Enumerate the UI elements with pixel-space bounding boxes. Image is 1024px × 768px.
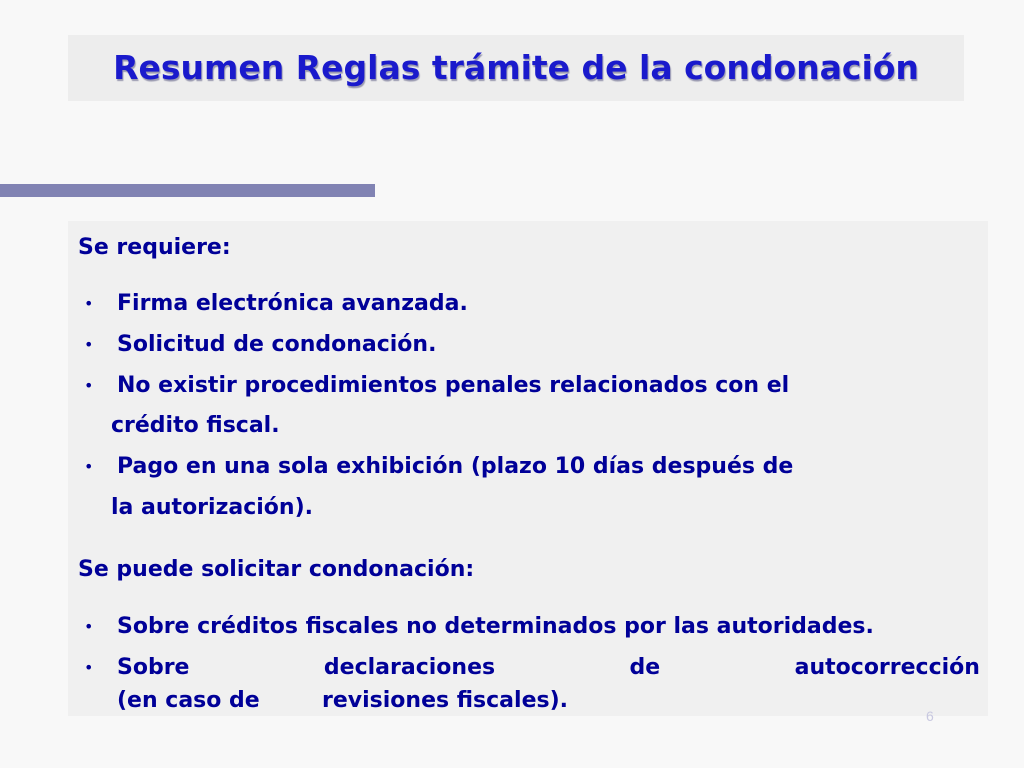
list-item-declaraciones-cont-part1: (en caso de — [117, 688, 260, 713]
word-declaraciones: declaraciones — [323, 655, 496, 680]
slide-title: Resumen Reglas trámite de la condonación — [113, 48, 919, 87]
bullet-icon: • — [84, 617, 94, 636]
list-item-procedimientos-cont: crédito fiscal. — [111, 413, 280, 438]
word-sobre: Sobre — [117, 655, 190, 680]
list-item-pago: Pago en una sola exhibición (plazo 10 días después de — [117, 454, 794, 479]
bullet-icon: • — [84, 457, 94, 476]
list-item-solicitud: Solicitud de condonación. — [117, 332, 437, 357]
list-item-declaraciones-cont-part2: revisiones fiscales). — [322, 688, 568, 713]
word-autocorreccion: autocorrección — [794, 655, 980, 680]
title-box — [68, 35, 964, 101]
section-heading-request: Se puede solicitar condonación: — [78, 557, 475, 582]
page-number: 6 — [926, 708, 934, 724]
bullet-icon: • — [84, 335, 94, 354]
section-heading-required: Se requiere: — [78, 235, 231, 260]
list-item-creditos: Sobre créditos fiscales no determinados por las autoridades. — [117, 614, 874, 639]
list-item-pago-cont: la autorización). — [111, 495, 313, 520]
list-item-declaraciones — [117, 655, 980, 681]
list-item-procedimientos: No existir procedimientos penales relacionados con el — [117, 373, 790, 398]
list-item-firma: Firma electrónica avanzada. — [117, 291, 468, 316]
bullet-icon: • — [84, 294, 94, 313]
word-de: de — [629, 655, 661, 680]
bullet-icon: • — [84, 658, 94, 677]
bullet-icon: • — [84, 376, 94, 395]
decorative-divider-bar — [0, 184, 375, 197]
